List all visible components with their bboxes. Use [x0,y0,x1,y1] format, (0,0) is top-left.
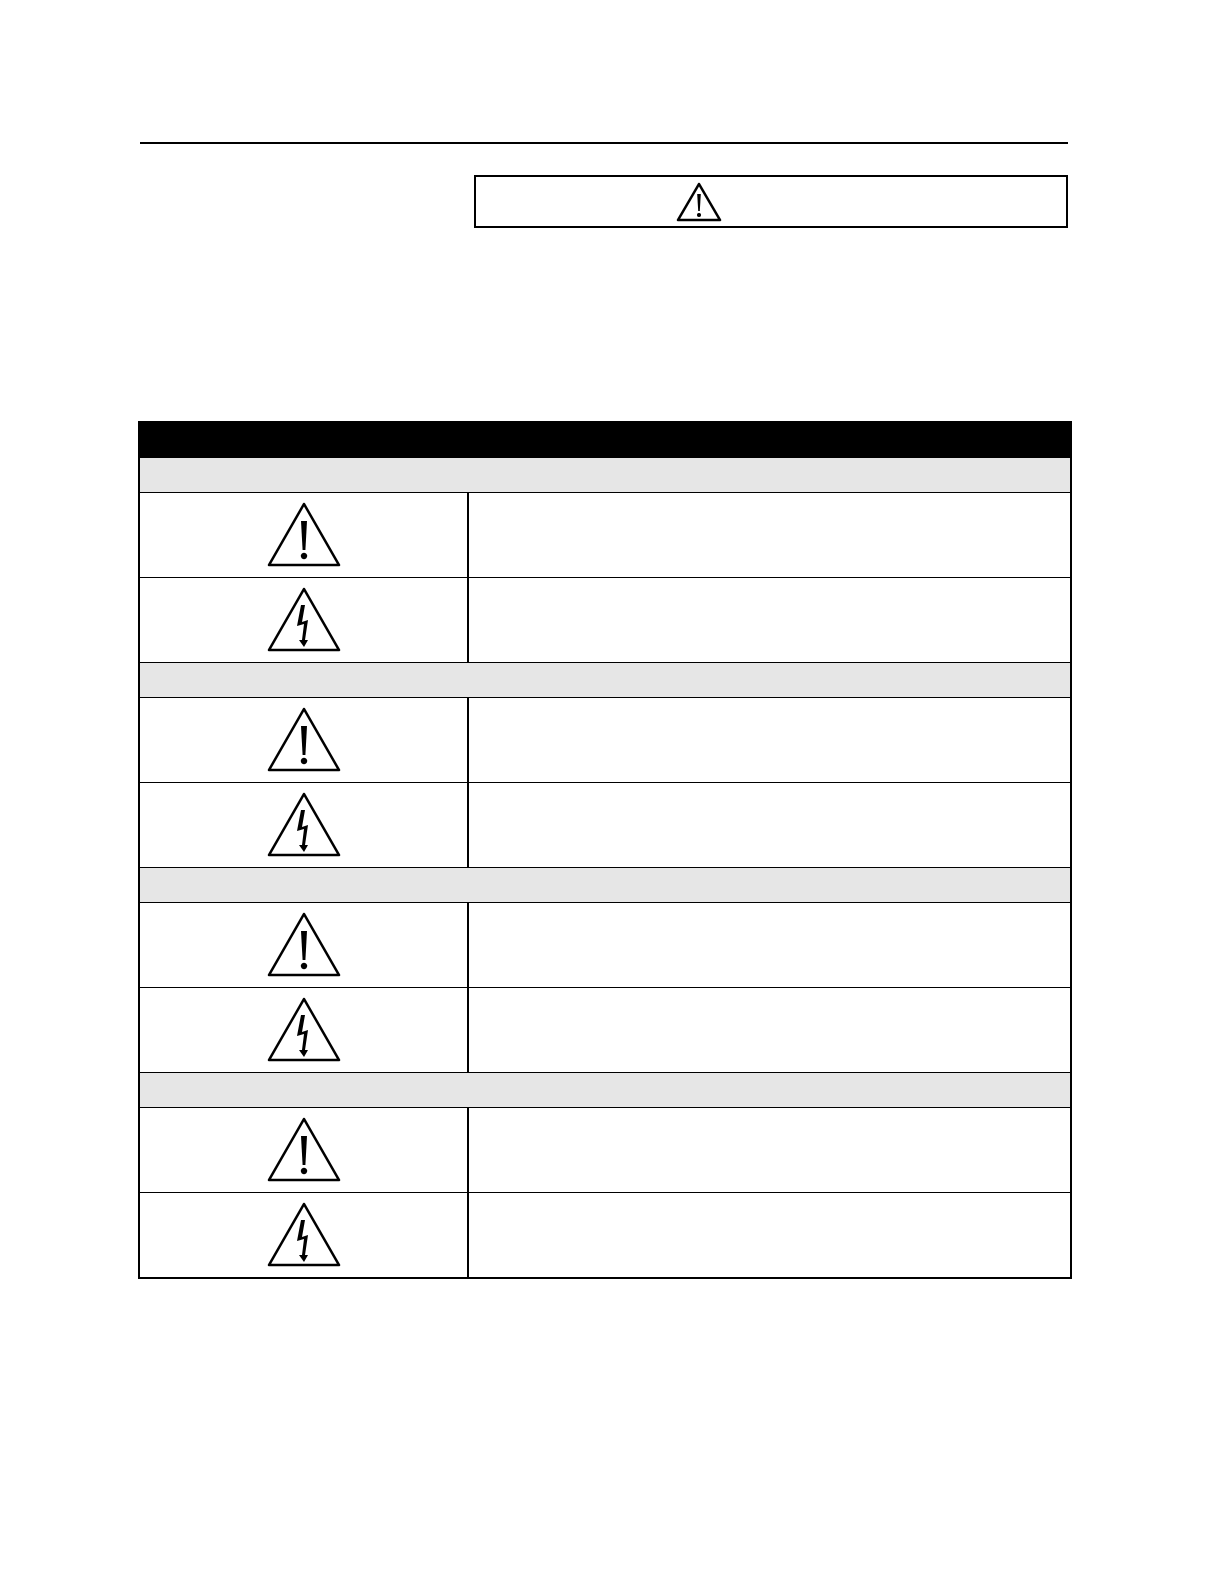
symbol-cell [140,783,469,867]
warning-exclamation-icon [266,1116,342,1184]
header-rule [140,142,1068,144]
symbol-cell [140,578,469,662]
symbol-cell [140,903,469,987]
section-heading-row [140,458,1070,492]
table-header [140,423,1070,458]
symbol-row [140,1192,1070,1277]
safety-symbol-table [138,421,1072,1279]
symbol-description [469,783,1070,867]
electrical-hazard-icon [266,996,342,1064]
warning-exclamation-icon [266,501,342,569]
symbol-row [140,577,1070,662]
symbol-cell [140,988,469,1072]
symbol-row [140,492,1070,577]
symbol-row [140,902,1070,987]
symbol-description [469,988,1070,1072]
symbol-cell [140,698,469,782]
symbol-row [140,1107,1070,1192]
section-heading-row [140,1072,1070,1107]
symbol-description [469,1193,1070,1277]
electrical-hazard-icon [266,791,342,859]
warning-exclamation-icon [266,911,342,979]
symbol-cell [140,1193,469,1277]
warning-exclamation-icon [675,181,723,223]
symbol-cell [140,1108,469,1192]
symbol-description [469,578,1070,662]
section-heading-row [140,662,1070,697]
symbol-description [469,903,1070,987]
electrical-hazard-icon [266,586,342,654]
table-body [140,458,1070,1277]
symbol-description [469,698,1070,782]
symbol-row [140,987,1070,1072]
symbol-cell [140,493,469,577]
symbol-description [469,493,1070,577]
symbol-row [140,697,1070,782]
symbol-row [140,782,1070,867]
caution-banner [474,175,1068,228]
section-heading-row [140,867,1070,902]
warning-exclamation-icon [266,706,342,774]
electrical-hazard-icon [266,1201,342,1269]
symbol-description [469,1108,1070,1192]
